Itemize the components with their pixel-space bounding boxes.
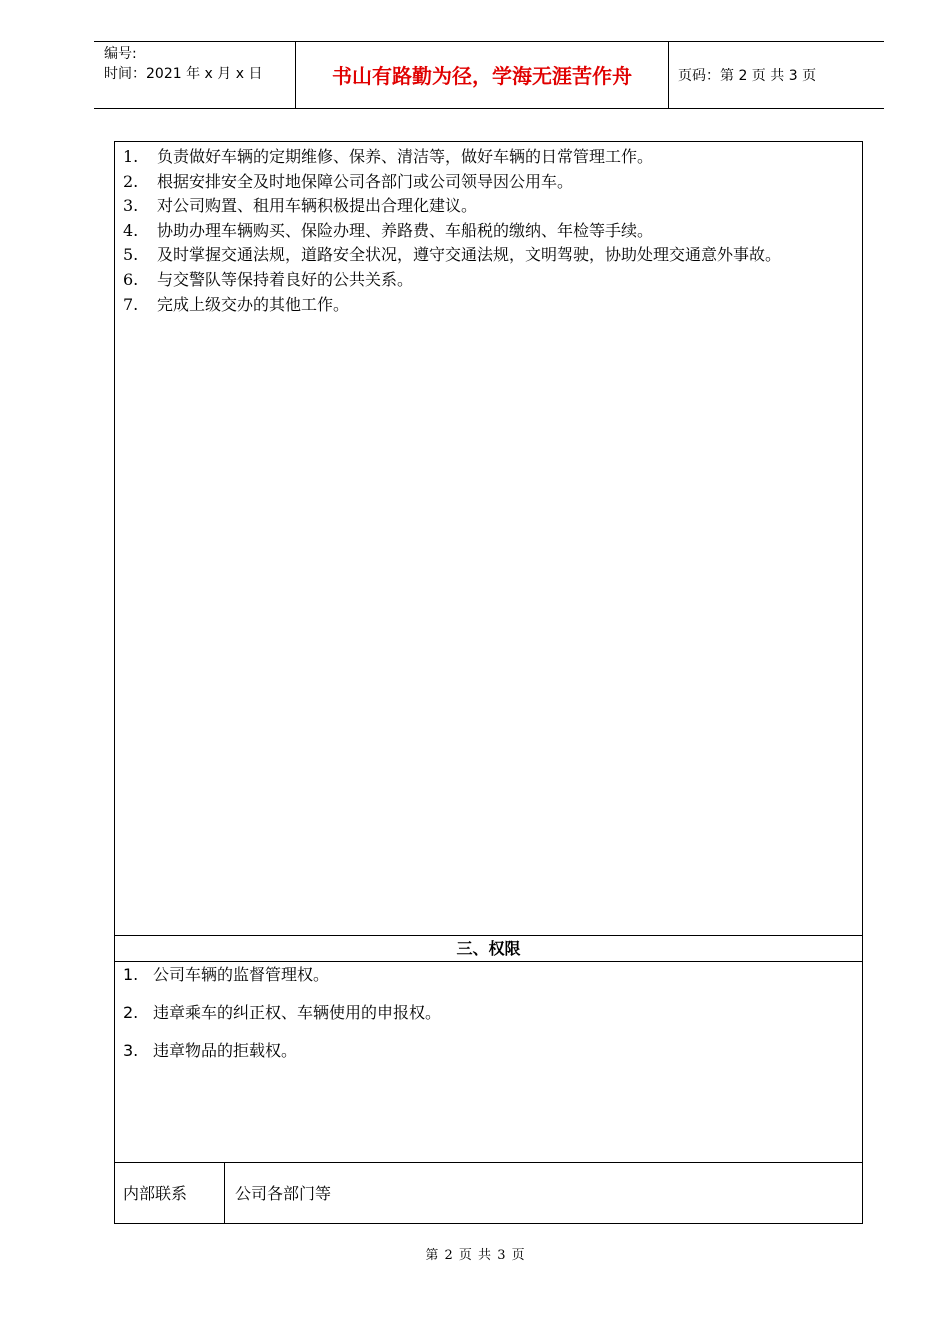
list-item <box>123 293 858 318</box>
document-number-label: 编号: <box>104 46 137 62</box>
list-item-number: 3. <box>123 196 139 216</box>
list-item <box>123 170 858 195</box>
header-page-label: 页码：第 2 页 共 3 页 <box>678 68 817 84</box>
list-item-text: 及时掌握交通法规，道路安全状况，遵守交通法规，文明驾驶，协助处理交通意外事故。 <box>157 245 782 265</box>
table-top-border <box>114 141 863 142</box>
list-item-text: 完成上级交办的其他工作。 <box>157 294 350 314</box>
list-item-number: 6. <box>123 269 139 289</box>
list-item-number: 1. <box>123 147 139 166</box>
list-item-text: 违章乘车的纠正权、车辆使用的申报权。 <box>153 1003 442 1022</box>
list-item <box>123 962 858 988</box>
list-item <box>123 268 858 293</box>
contact-row-top-border <box>114 1162 863 1163</box>
internal-contact-label: 内部联系 <box>123 1184 188 1203</box>
list-item <box>123 219 858 244</box>
list-item-text: 与交警队等保持着良好的公共关系。 <box>157 269 414 289</box>
list-item-text: 负责做好车辆的定期维修、保养、清洁等，做好车辆的日常管理工作。 <box>157 147 654 166</box>
list-item-number: 3. <box>123 1041 139 1060</box>
header-meta <box>104 44 262 84</box>
contact-cell-divider <box>224 1162 225 1224</box>
table-bottom-border <box>114 1223 863 1224</box>
list-item-number: 4. <box>123 220 139 240</box>
document-time-label: 时间：2021 年 x 月 x 日 <box>104 66 263 82</box>
rights-list <box>123 962 858 1076</box>
internal-contact-value: 公司各部门等 <box>235 1184 332 1203</box>
table-right-border <box>862 141 863 1224</box>
list-item <box>123 1000 858 1026</box>
header-top-rule <box>94 41 884 42</box>
list-item-number: 2. <box>123 171 139 191</box>
list-item-number: 5. <box>123 245 139 265</box>
list-item-text: 违章物品的拒载权。 <box>153 1041 298 1060</box>
list-item-number: 7. <box>123 294 139 314</box>
header-motto: 书山有路勤为径，学海无涯苦作舟 <box>332 64 632 88</box>
table-left-border <box>114 141 115 1224</box>
list-item <box>123 194 858 219</box>
list-item <box>123 1038 858 1064</box>
rights-section-title: 三、权限 <box>456 939 521 958</box>
list-item-text: 协助办理车辆购买、保险办理、养路费、车船税的缴纳、年检等手续。 <box>157 220 654 240</box>
list-item <box>123 145 858 170</box>
page-footer: 第 2 页 共 3 页 <box>425 1248 525 1263</box>
list-item-text: 对公司购置、租用车辆积极提出合理化建议。 <box>157 196 478 216</box>
duties-list <box>123 145 858 317</box>
list-item-text: 公司车辆的监督管理权。 <box>153 965 330 984</box>
header-bottom-rule <box>94 108 884 109</box>
list-item-number: 1. <box>123 965 139 984</box>
list-item-text: 根据安排安全及时地保障公司各部门或公司领导因公用车。 <box>157 171 574 191</box>
list-item-number: 2. <box>123 1003 139 1022</box>
header-divider-right <box>668 41 669 109</box>
rights-title-top-border <box>114 935 863 936</box>
list-item <box>123 243 858 268</box>
